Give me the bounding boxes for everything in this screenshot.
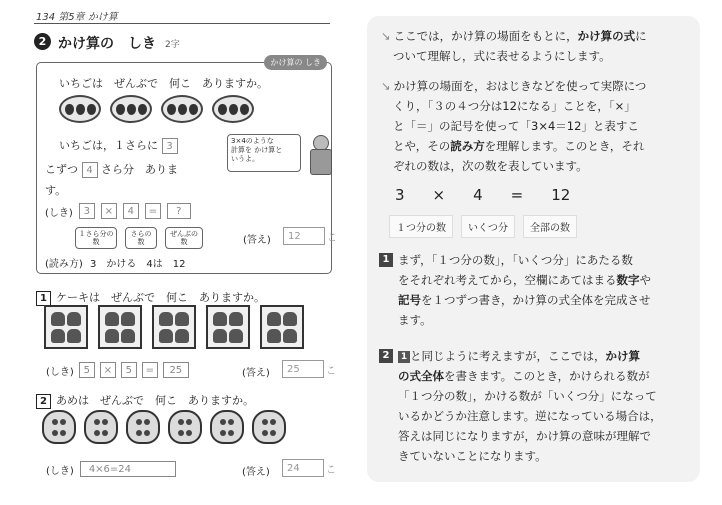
step-1-line3-bold: 記号	[398, 293, 421, 307]
eq-times: ×	[432, 186, 446, 204]
guide-intro-line2: ついて理解し，式に表せるようにします。	[393, 49, 611, 63]
plates-blank[interactable]: 4	[82, 162, 98, 178]
step-1-line3b: を１つずつ書き，かけ算の式全体を完成させ	[421, 293, 651, 307]
tip-text: 3×4のような 計算を かけ算と いうよ。	[231, 137, 283, 163]
intro-line-1	[59, 137, 178, 154]
label-plates: さらの 数	[125, 227, 157, 249]
guide-exp-line1: かけ算の場面を，おはじきなどを使って実際につ	[393, 79, 647, 93]
q2-equation	[46, 461, 176, 477]
intro-line-2-text-b: さら分 ありま	[101, 163, 178, 176]
step-2-line2-bold: の式全体	[398, 369, 444, 383]
cake-box-icon	[260, 305, 304, 349]
intro-line-1-text: いちごは，１さらに	[59, 139, 158, 152]
cake-box-icon	[98, 305, 142, 349]
eq-term-a: 3	[395, 186, 405, 204]
lesson-number-badge: 2	[34, 33, 51, 50]
step-2-line1a: と同じように考えますが，ここでは，	[410, 349, 606, 363]
intro-line-2-text: こずつ	[45, 163, 78, 176]
q1-blank-op[interactable]: ×	[100, 362, 116, 378]
eq-blank-c[interactable]: ?	[167, 203, 191, 219]
q2-answer-box[interactable]: 24	[282, 459, 324, 477]
term-labels	[389, 215, 577, 238]
step-1-line1: まず，「１つ分の数」，「いくつ分」にあたる数	[398, 253, 633, 267]
answer-box[interactable]: 12	[283, 227, 325, 245]
q1-blank-c[interactable]: 25	[163, 362, 189, 378]
lesson-title: かけ算の しき	[58, 36, 156, 52]
plate-icon	[161, 95, 203, 123]
step-2-line3: 「１つ分の数」，かける数が「いくつ分」になって	[398, 389, 657, 403]
intro-example-box	[36, 58, 337, 274]
guide-intro: ↘ ここでは，かけ算の場面をもとに，かけ算の式に ついて理解し，式に表せるようにします。	[381, 26, 691, 66]
step-2-line1-bold: かけ算	[605, 349, 640, 363]
question-2	[36, 392, 254, 409]
q2-shiki-label: (しき)	[46, 465, 74, 477]
q1-blank-a[interactable]: 5	[79, 362, 95, 378]
guide-intro-tail: に	[635, 29, 647, 43]
plate-icon	[59, 95, 101, 123]
term-total: 全部の数	[523, 215, 577, 238]
question-2-text: あめは ぜんぶで 何こ ありますか。	[56, 394, 254, 407]
step-2-ref: 1	[398, 351, 410, 363]
step-1-line2b: や	[639, 273, 651, 287]
candy-bags	[42, 410, 286, 444]
candy-bag-icon	[168, 410, 202, 444]
question-1-number: 1	[36, 291, 51, 306]
lesson-time: 2字	[165, 40, 180, 50]
reading-text: 3 かける 4は 12	[90, 259, 186, 270]
q1-answer-box[interactable]: 25	[282, 360, 324, 378]
guide-intro-text: ここでは，かけ算の場面をもとに，	[393, 29, 578, 43]
q1-shiki-label: (しき)	[46, 366, 74, 378]
cake-box-icon	[44, 305, 88, 349]
guide-explanation: ↘ かけ算の場面を，おはじきなどを使って実際につ くり，「３の４つ分は12になる」ことを，「×」 と「＝」の記号を使って「3×4＝12」と表すこ とや，その読み方を理解します。このとき，それ ぞれの数は，次の数を表しています。	[381, 76, 693, 176]
candy-bag-icon	[126, 410, 160, 444]
guide-exp-line5: ぞれの数は，次の数を表しています。	[393, 159, 588, 173]
q2-answer	[282, 459, 336, 477]
question-1-text: ケーキは ぜんぶで 何こ ありますか。	[56, 291, 265, 304]
answer-label: (答え)	[243, 235, 271, 246]
q2-equation-box[interactable]: 4×6=24	[80, 461, 176, 477]
tip-bubble	[227, 134, 301, 172]
candy-bag-icon	[42, 410, 76, 444]
plate-icon	[110, 95, 152, 123]
step-2-line4: いるかどうか注意します。逆になっている場合は，	[398, 409, 662, 423]
eq-blank-a[interactable]: 3	[79, 203, 95, 219]
guide-step-2	[379, 346, 693, 466]
q1-equation	[46, 362, 189, 378]
intro-question: いちごは ぜんぶで 何こ ありますか。	[59, 77, 268, 90]
q1-answer	[282, 360, 336, 378]
step-2-line5: 答えは同じになりますが，かけ算の意味が理解で	[398, 429, 651, 443]
answer-unit: こ	[327, 232, 337, 244]
cake-box-icon	[152, 305, 196, 349]
intro-equation	[45, 203, 191, 219]
label-per-plate: １さら分の 数	[75, 227, 117, 249]
candy-bag-icon	[252, 410, 286, 444]
step-2-number: 2	[379, 349, 393, 363]
reading-label: (読み方)	[45, 259, 83, 270]
cake-box-icon	[206, 305, 250, 349]
candy-bag-icon	[210, 410, 244, 444]
eq-blank-op[interactable]: ×	[101, 203, 117, 219]
guide-intro-bold: かけ算の式	[577, 29, 636, 43]
intro-answer	[283, 227, 337, 245]
guide-step-1	[379, 250, 693, 330]
per-plate-blank[interactable]: 3	[162, 138, 178, 154]
eq-term-b: 4	[473, 186, 483, 204]
q1-answer-label: (答え)	[242, 368, 270, 379]
step-1-number: 1	[379, 253, 393, 267]
intro-line-2	[45, 161, 178, 178]
guide-exp-line4b: を理解します。このとき，それ	[484, 139, 645, 153]
q1-blank-b[interactable]: 5	[121, 362, 137, 378]
textbook-page	[0, 0, 360, 505]
guide-exp-line2: くり，「３の４つ分は12になる」ことを，「×」	[393, 99, 636, 113]
step-2-line2b: を書きます。このとき，かけられる数が	[444, 369, 650, 383]
q1-blank-eq[interactable]: =	[142, 362, 158, 378]
label-total: ぜんぶの 数	[165, 227, 203, 249]
eq-equals: =	[510, 186, 524, 204]
example-equation	[395, 186, 570, 204]
plate-icon	[212, 95, 254, 123]
teacher-guide-panel	[367, 16, 700, 482]
eq-blank-b[interactable]: 4	[123, 203, 139, 219]
step-2-line6: きていないことになります。	[398, 449, 547, 463]
guide-exp-line4-bold: 読み方	[450, 139, 485, 153]
cake-boxes	[44, 305, 304, 349]
strawberry-plates	[59, 95, 254, 123]
q2-answer-unit: こ	[326, 464, 336, 476]
term-per-unit: １つ分の数	[389, 215, 453, 238]
candy-bag-icon	[84, 410, 118, 444]
step-1-line2-bold: 数字	[616, 273, 640, 287]
guide-exp-line4a: とや，その	[393, 139, 451, 153]
term-count: いくつ分	[461, 215, 515, 238]
step-1-line2a: をそれぞれ考えてから，空欄にあてはまる	[398, 273, 617, 287]
shiki-label: (しき)	[45, 207, 73, 219]
page-header: 134 第5章 かけ算	[36, 12, 118, 23]
section-tag: かけ算の しき	[264, 55, 327, 70]
q1-answer-unit: こ	[326, 365, 336, 377]
question-1	[36, 289, 265, 306]
eq-blank-eq[interactable]: =	[145, 203, 161, 219]
q2-answer-label: (答え)	[242, 467, 270, 478]
step-1-line4: ます。	[398, 313, 432, 327]
header-rule	[34, 23, 330, 24]
guide-exp-line3: と「＝」の記号を使って「3×4＝12」と表すこ	[393, 119, 639, 133]
eq-result: 12	[551, 186, 571, 204]
teacher-illustration	[307, 135, 333, 175]
reading-line	[45, 255, 185, 270]
intro-line-3: す。	[45, 184, 67, 197]
question-2-number: 2	[36, 394, 51, 409]
